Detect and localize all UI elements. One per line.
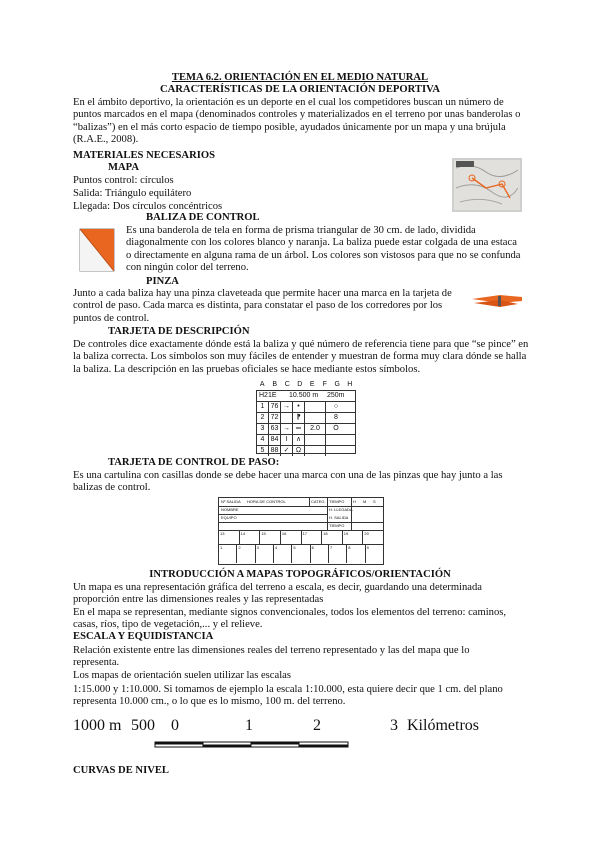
- row-symbol: ⁋: [293, 413, 305, 423]
- row-number: 3: [257, 424, 269, 434]
- control-flag-icon: [76, 225, 118, 275]
- row-symbol: ○: [333, 403, 339, 410]
- intro-mapas-paragraph-2: En el mapa se representan, mediante signos convencionales, todos los elementos del terreno: caminos, casas, ríos, tipo de vegetación,... y el relieve.: [73, 607, 507, 631]
- scale-bar-graphic: [154, 740, 350, 750]
- col-label: D: [297, 381, 303, 388]
- scale-bar-labels: [73, 716, 533, 736]
- row-symbol: [305, 446, 326, 456]
- card-cell: 2: [237, 545, 255, 563]
- col-label: E: [309, 381, 315, 388]
- mapa-line-3: Llegada: Dos círculos concéntricos: [73, 201, 223, 212]
- card-cell: 1: [219, 545, 237, 563]
- row-number: 1: [257, 402, 269, 412]
- row-number: 5: [257, 446, 269, 456]
- card-cell: 20: [364, 531, 369, 536]
- col-label: H: [347, 381, 353, 388]
- escala-paragraph-1: Relación existente entre las dimensiones reales del terreno representado y las del mapa que lo representa.: [73, 645, 470, 669]
- materiales-heading: MATERIALES NECESARIOS: [73, 150, 215, 161]
- page-title: TEMA 6.2. ORIENTACIÓN EN EL MEDIO NATURAL: [171, 72, 429, 83]
- row-number: 2: [257, 413, 269, 423]
- tarjeta-desc-paragraph: De controles dice exactamente dónde está la baliza y qué número de referencia tiene para que “se pince” en la baliza correcta. Los símbolos son muy fáciles de entender y muestran de forma muy clara dónde se halla la baliza. La descripción en las pruebas oficiales se hace mediante estos símbolos.: [73, 339, 529, 375]
- mapa-line-1: Puntos control: círculos: [73, 175, 174, 186]
- card-cell: 17: [302, 531, 323, 544]
- card-cell: 9: [366, 545, 369, 550]
- course-code: H21E: [259, 392, 277, 399]
- pinza-icon: [470, 290, 525, 310]
- table-row: [257, 402, 355, 413]
- row-code: 72: [269, 413, 281, 423]
- card-label: NOMBRE: [221, 507, 239, 512]
- row-symbol: ✓: [281, 446, 293, 456]
- description-card: [256, 381, 356, 453]
- page-subtitle: CARACTERÍSTICAS DE LA ORIENTACIÓN DEPORTIVA: [159, 84, 441, 95]
- intro-mapas-paragraph-1: Un mapa es una representación gráfica del terreno a escala, es decir, guardando una determinada proporción entre las dimensiones reales y las representadas: [73, 582, 482, 606]
- tarjeta-desc-heading: TARJETA DE DESCRIPCIÓN: [108, 326, 250, 337]
- card-cell: 18: [322, 531, 343, 544]
- card-cell: 5: [292, 545, 310, 563]
- row-symbol: 2.0: [305, 424, 326, 434]
- card-label: H. SALIDA: [329, 515, 349, 520]
- table-row: [257, 446, 355, 456]
- card-cell: 16: [281, 531, 302, 544]
- card-cell: 13: [219, 531, 240, 544]
- table-row: [257, 435, 355, 446]
- row-symbol: →: [281, 424, 293, 434]
- scale-label: 0: [171, 717, 179, 734]
- card-label: TIEMPO: [329, 499, 345, 504]
- row-symbol: •: [293, 402, 305, 412]
- course-climb: 250m: [327, 392, 345, 399]
- row-code: 84: [269, 435, 281, 445]
- row-symbol: Ö: [333, 425, 339, 432]
- card-cell: 14: [240, 531, 261, 544]
- card-label: TIEMPO: [329, 523, 345, 528]
- scale-unit: Kilómetros: [407, 717, 479, 734]
- row-symbol: →: [281, 402, 293, 412]
- description-card-header: [257, 391, 355, 402]
- card-label: CATEG.: [311, 499, 326, 504]
- row-symbol: ῼ: [293, 446, 305, 456]
- col-label: G: [334, 381, 340, 388]
- scale-label: 3: [390, 717, 398, 734]
- row-symbol: [305, 402, 326, 412]
- escala-paragraph-2: Los mapas de orientación suelen utilizar las escalas: [73, 670, 291, 681]
- card-cell: 3: [256, 545, 274, 563]
- row-symbol: [305, 413, 326, 423]
- col-label: C: [284, 381, 290, 388]
- row-symbol: [326, 446, 346, 456]
- row-symbol: ═: [293, 424, 305, 434]
- mapa-line-2: Salida: Triángulo equilátero: [73, 188, 192, 199]
- orienteering-map-image: [452, 158, 522, 212]
- pinza-paragraph: Junto a cada baliza hay una pinza claveteada que permite hacer una marca en la tarjeta de control de paso. Cada marca es distinta, para constatar el paso de los corredores por los puntos de control.: [73, 288, 452, 324]
- curvas-heading: CURVAS DE NIVEL: [73, 765, 169, 776]
- row-symbol: [281, 413, 293, 423]
- card-row-2: [219, 545, 383, 563]
- scale-label: 2: [313, 717, 321, 734]
- row-symbol: ∧: [293, 435, 305, 445]
- col-label: F: [322, 381, 327, 388]
- intro-paragraph: En el ámbito deportivo, la orientación es un deporte en el cual los competidores buscan un número de puntos marcados en el mapa (denominados controles y materializados en el terreno por unas banderolas o “balizas”) en el más corto espacio de tiempo posible, ayudados únicamente por un mapa y una brújula (R.A.E., 2008).: [73, 97, 521, 146]
- mapa-heading: MAPA: [108, 162, 139, 173]
- card-cell: 15: [260, 531, 281, 544]
- row-number: 4: [257, 435, 269, 445]
- table-row: [257, 413, 355, 424]
- card-label: H: [353, 499, 356, 504]
- pinza-heading: PINZA: [146, 276, 179, 287]
- baliza-heading: BALIZA DE CONTROL: [146, 212, 260, 223]
- tarjeta-control-heading: TARJETA DE CONTROL DE PASO:: [108, 457, 280, 468]
- card-label: HORA DE CONTROL: [247, 499, 286, 504]
- scale-label: 1000 m: [73, 717, 122, 734]
- card-cell: 8: [347, 545, 365, 563]
- scale-label: 500: [131, 717, 155, 734]
- escala-paragraph-3: 1:15.000 y 1:10.000. Si tomamos de ejemplo la escala 1:10.000, esta quiere decir que 1 cm. del plano representa 10.000 cm., o lo que es lo mismo, 100 m. del terreno.: [73, 684, 503, 708]
- card-label: S: [373, 499, 376, 504]
- card-cell: 7: [329, 545, 347, 563]
- card-cell: 4: [274, 545, 292, 563]
- row-symbol: [326, 435, 346, 445]
- intro-mapas-heading: INTRODUCCIÓN A MAPAS TOPOGRÁFICOS/ORIENTACIÓN: [149, 569, 451, 580]
- row-symbol: 8: [334, 414, 338, 421]
- row-symbol: I: [281, 435, 293, 445]
- tarjeta-control-paragraph: Es una cartulina con casillas donde se debe hacer una marca con una de las pinzas que hay junto a las balizas de control.: [73, 470, 503, 494]
- scale-label: 1: [245, 717, 253, 734]
- row-code: 88: [269, 446, 281, 456]
- card-cell: 19: [343, 531, 364, 544]
- baliza-paragraph: Es una banderola de tela en forma de prisma triangular de 30 cm. de lado, dividida diagonalmente con los colores blanco y naranja. La baliza puede estar colgada de una estaca o directamente en alguna rama de un árbol. Los colores son vistosos para que no se confunda con ningún color del terreno.: [126, 225, 521, 274]
- card-label: EQUIPO: [221, 515, 237, 520]
- card-label: H. LLEGADA: [329, 507, 353, 512]
- card-row-1: [219, 531, 383, 544]
- description-card-columns: [256, 381, 356, 389]
- row-code: 76: [269, 402, 281, 412]
- col-label: A: [259, 381, 265, 388]
- col-label: B: [272, 381, 278, 388]
- card-label: Nº SALIDA: [221, 499, 241, 504]
- escala-heading: ESCALA Y EQUIDISTANCIA: [73, 631, 214, 642]
- row-code: 63: [269, 424, 281, 434]
- table-row: [257, 424, 355, 435]
- card-cell: 6: [311, 545, 329, 563]
- course-length: 10.500 m: [289, 392, 319, 399]
- control-card: [218, 497, 384, 565]
- card-label: M: [363, 499, 367, 504]
- row-symbol: [305, 435, 326, 445]
